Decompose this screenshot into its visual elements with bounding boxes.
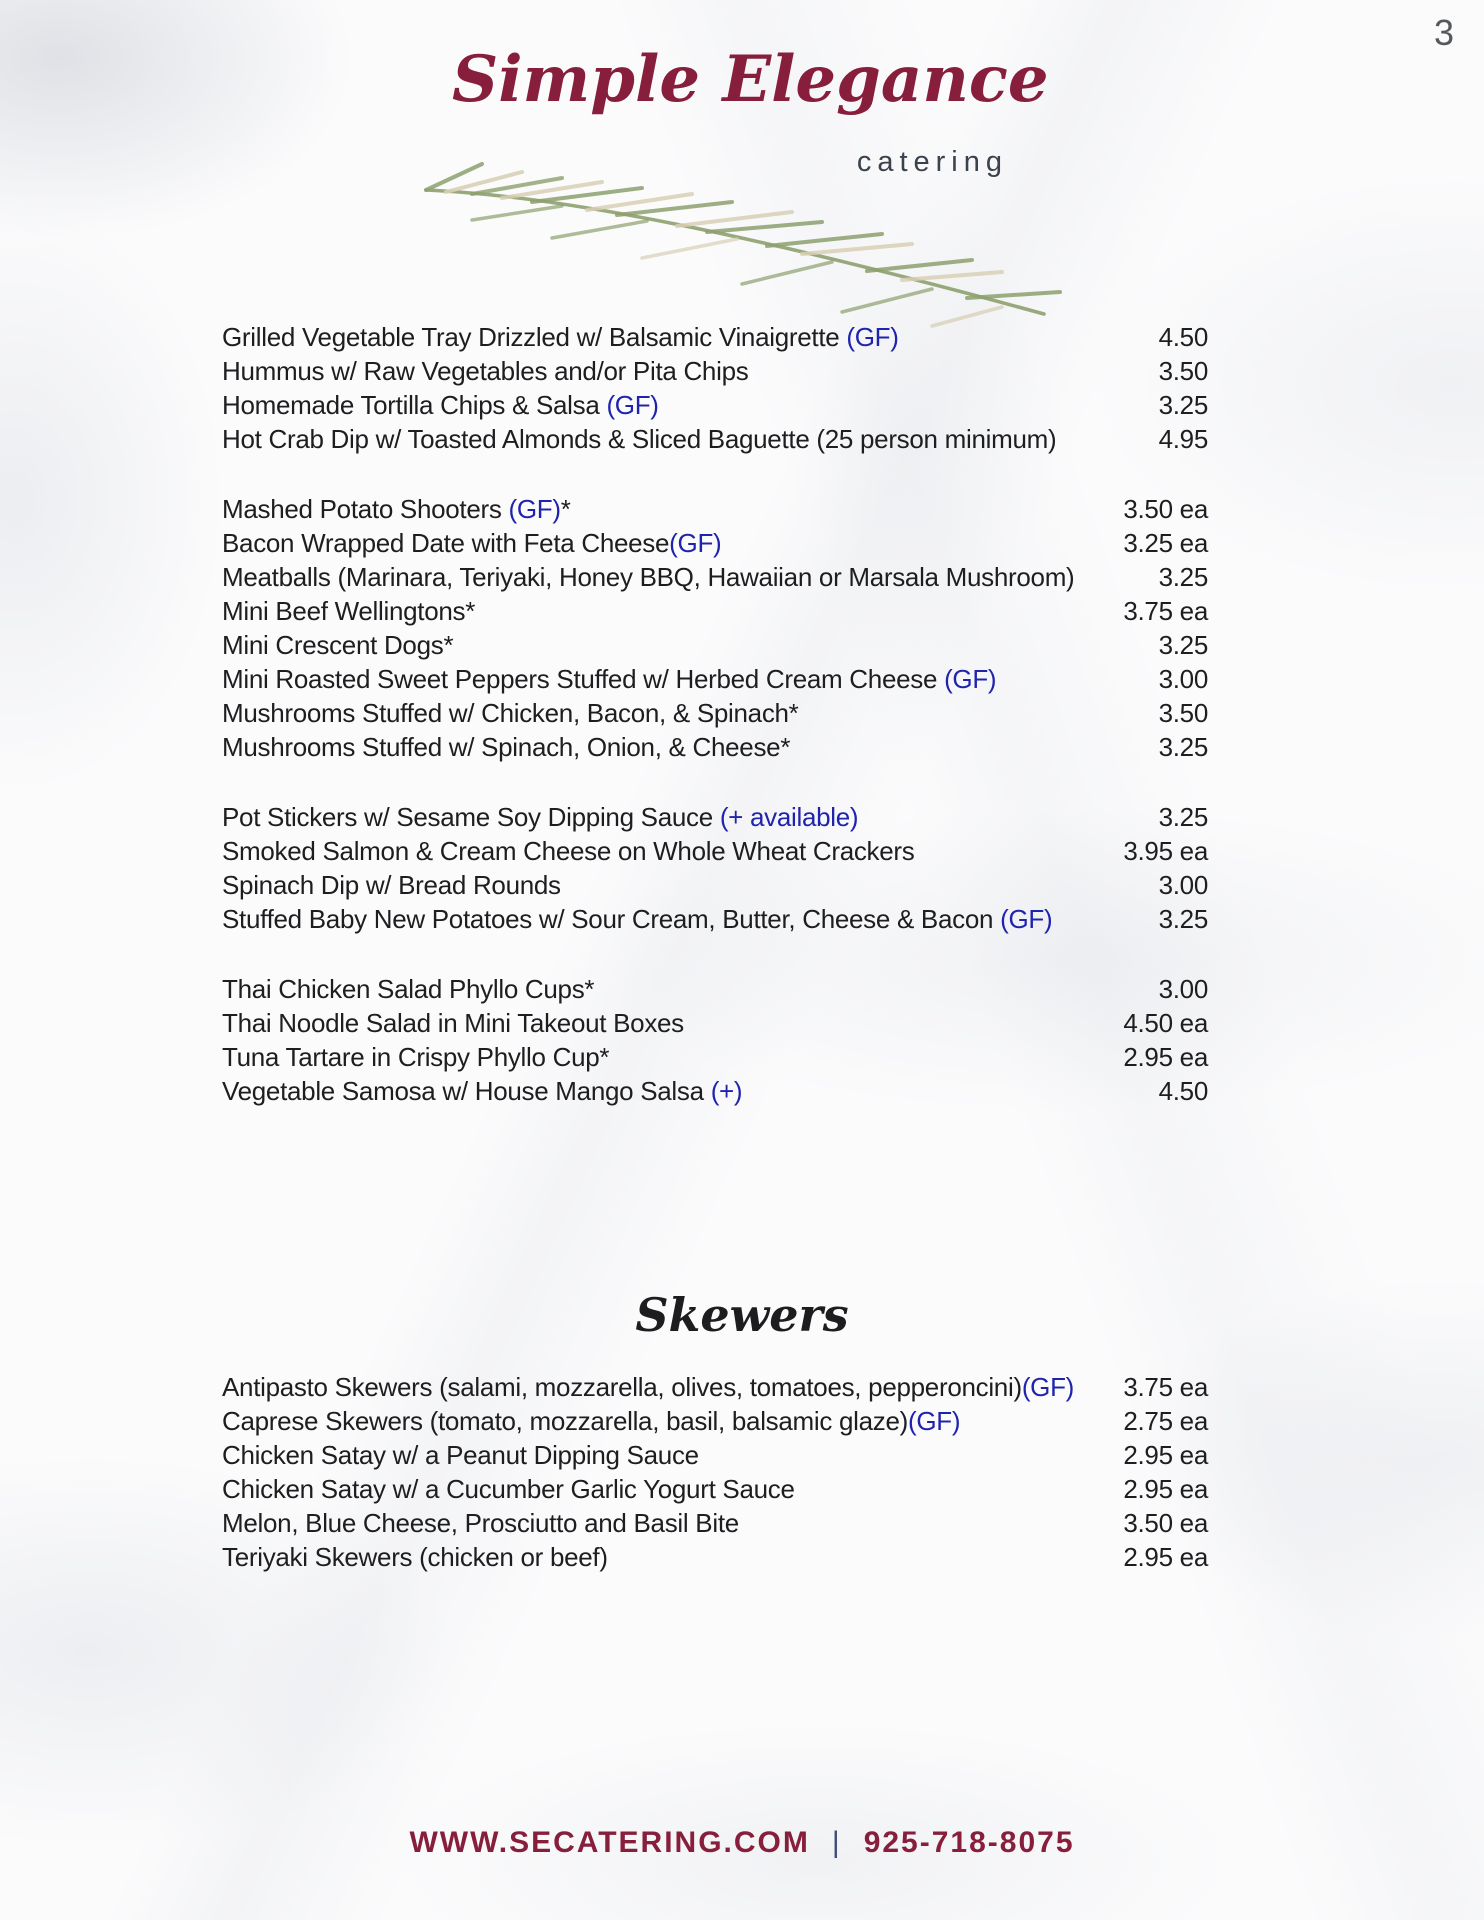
item-text: Pot Stickers w/ Sesame Soy Dipping Sauce [222, 802, 720, 832]
item-price: 3.25 ea [1123, 528, 1208, 558]
item-tag: (GF) [1021, 1372, 1075, 1402]
menu-row [222, 422, 1208, 456]
menu-row [222, 354, 1208, 388]
item-name [222, 628, 1141, 662]
item-tag: (GF) [908, 1406, 961, 1436]
skewers-items [222, 1370, 1208, 1574]
menu-row [222, 902, 1208, 936]
item-price: 2.95 ea [1123, 1042, 1208, 1072]
item-price: 4.95 [1158, 424, 1208, 454]
item-name [222, 560, 1141, 594]
item-name [222, 730, 1141, 764]
item-price: 3.50 ea [1123, 494, 1208, 524]
item-name [222, 1040, 1105, 1074]
menu-row [222, 526, 1208, 560]
item-text: Grilled Vegetable Tray Drizzled w/ Balsamic Vinaigrette [222, 322, 847, 352]
item-tag: (+) [710, 1076, 743, 1106]
item-name [222, 594, 1105, 628]
item-price: 3.75 ea [1123, 596, 1208, 626]
menu-main [222, 320, 1208, 1108]
footer-separator: | [831, 1826, 842, 1859]
item-price: 3.75 ea [1123, 1372, 1208, 1402]
item-text: Spinach Dip w/ Bread Rounds [222, 870, 561, 900]
item-name [222, 1006, 1105, 1040]
item-price: 4.50 [1158, 322, 1208, 352]
item-price: 3.50 ea [1123, 1508, 1208, 1538]
item-price: 3.95 ea [1123, 836, 1208, 866]
menu-row [222, 1404, 1208, 1438]
menu-row [222, 560, 1208, 594]
menu-row [222, 696, 1208, 730]
item-price: 3.50 [1158, 698, 1208, 728]
item-text: Smoked Salmon & Cream Cheese on Whole Wheat Crackers [222, 836, 915, 866]
item-text: Antipasto Skewers (salami, mozzarella, olives, tomatoes, pepperoncini) [222, 1372, 1022, 1402]
page-number: 3 [1433, 12, 1454, 53]
item-name [222, 902, 1141, 936]
item-name [222, 492, 1105, 526]
menu-row [222, 868, 1208, 902]
logo-subtitle: catering [856, 146, 1008, 178]
item-tag: (GF) [606, 390, 659, 420]
item-price: 2.95 ea [1123, 1474, 1208, 1504]
item-name [222, 696, 1141, 730]
menu-row [222, 1540, 1208, 1574]
item-name [222, 868, 1141, 902]
item-tag: (GF) [508, 494, 561, 524]
item-text: Chicken Satay w/ a Cucumber Garlic Yogurt Sauce [222, 1474, 795, 1504]
menu-section [222, 800, 1208, 936]
item-name [222, 526, 1105, 560]
item-name [222, 1506, 1105, 1540]
menu-row [222, 834, 1208, 868]
menu-row [222, 1438, 1208, 1472]
item-name [222, 972, 1141, 1006]
item-price: 3.00 [1158, 974, 1208, 1004]
item-price: 3.25 [1158, 732, 1208, 762]
item-price: 2.95 ea [1123, 1542, 1208, 1572]
item-text: Caprese Skewers (tomato, mozzarella, basil, balsamic glaze) [222, 1406, 909, 1436]
item-text: Mushrooms Stuffed w/ Chicken, Bacon, & Spinach* [222, 698, 799, 728]
item-text: Mashed Potato Shooters [222, 494, 509, 524]
item-tag: (GF) [1000, 904, 1053, 934]
item-text: Tuna Tartare in Crispy Phyllo Cup* [222, 1042, 610, 1072]
item-name [222, 422, 1141, 456]
item-name [222, 1074, 1141, 1108]
item-text: Melon, Blue Cheese, Prosciutto and Basil Bite [222, 1508, 739, 1538]
item-price: 3.25 [1158, 904, 1208, 934]
item-price: 3.25 [1158, 390, 1208, 420]
footer-phone: 925-718-8075 [863, 1826, 1075, 1859]
item-name [222, 834, 1105, 868]
item-text: Mini Roasted Sweet Peppers Stuffed w/ Herbed Cream Cheese [222, 664, 945, 694]
menu-row [222, 492, 1208, 526]
menu-row [222, 1074, 1208, 1108]
item-name [222, 1540, 1105, 1574]
item-name [222, 320, 1141, 354]
item-price: 3.25 [1158, 562, 1208, 592]
menu-section [222, 492, 1208, 764]
item-name [222, 388, 1141, 422]
item-tag: (GF) [944, 664, 997, 694]
menu-row [222, 594, 1208, 628]
item-name [222, 1472, 1105, 1506]
item-text: Mini Crescent Dogs* [222, 630, 454, 660]
menu-row [222, 1370, 1208, 1404]
item-name [222, 800, 1141, 834]
item-text: Vegetable Samosa w/ House Mango Salsa [222, 1076, 711, 1106]
item-name [222, 1438, 1105, 1472]
menu-row [222, 320, 1208, 354]
item-text: Hummus w/ Raw Vegetables and/or Pita Chips [222, 356, 749, 386]
item-text: Homemade Tortilla Chips & Salsa [222, 390, 607, 420]
logo [452, 42, 1049, 336]
item-text: Meatballs (Marinara, Teriyaki, Honey BBQ, Hawaiian or Marsala Mushroom) [222, 562, 1075, 592]
item-text: Stuffed Baby New Potatoes w/ Sour Cream, Butter, Cheese & Bacon [222, 904, 1001, 934]
item-name [222, 1404, 1105, 1438]
menu-row [222, 628, 1208, 662]
item-price: 3.00 [1158, 664, 1208, 694]
item-text: Teriyaki Skewers (chicken or beef) [222, 1542, 608, 1572]
menu-row [222, 800, 1208, 834]
item-price: 4.50 ea [1123, 1008, 1208, 1038]
menu-row [222, 972, 1208, 1006]
footer [0, 1826, 1484, 1860]
menu-row [222, 1006, 1208, 1040]
menu-row [222, 730, 1208, 764]
item-tag: (GF) [669, 528, 722, 558]
item-price: 3.25 [1158, 630, 1208, 660]
item-suffix: * [560, 494, 571, 524]
skewers-heading: Skewers [635, 1288, 849, 1342]
item-tag: (+ available) [719, 802, 859, 832]
item-text: Thai Noodle Salad in Mini Takeout Boxes [222, 1008, 684, 1038]
item-text: Hot Crab Dip w/ Toasted Almonds & Sliced Baguette (25 person minimum) [222, 424, 1057, 454]
menu-row [222, 1506, 1208, 1540]
item-price: 2.95 ea [1123, 1440, 1208, 1470]
item-price: 3.50 [1158, 356, 1208, 386]
menu-row [222, 388, 1208, 422]
item-name [222, 354, 1141, 388]
item-text: Thai Chicken Salad Phyllo Cups* [222, 974, 595, 1004]
menu-row [222, 662, 1208, 696]
item-text: Chicken Satay w/ a Peanut Dipping Sauce [222, 1440, 699, 1470]
item-text: Mini Beef Wellingtons* [222, 596, 476, 626]
menu-row [222, 1040, 1208, 1074]
footer-website: WWW.SECATERING.COM [409, 1826, 810, 1859]
item-text: Bacon Wrapped Date with Feta Cheese [222, 528, 670, 558]
item-name [222, 662, 1141, 696]
item-price: 4.50 [1158, 1076, 1208, 1106]
item-name [222, 1370, 1105, 1404]
item-price: 3.00 [1158, 870, 1208, 900]
item-tag: (GF) [846, 322, 899, 352]
logo-title: Simple Elegance [452, 42, 1049, 117]
item-text: Mushrooms Stuffed w/ Spinach, Onion, & Cheese* [222, 732, 791, 762]
item-price: 3.25 [1158, 802, 1208, 832]
item-price: 2.75 ea [1123, 1406, 1208, 1436]
menu-section [222, 320, 1208, 456]
menu-row [222, 1472, 1208, 1506]
menu-section [222, 972, 1208, 1108]
